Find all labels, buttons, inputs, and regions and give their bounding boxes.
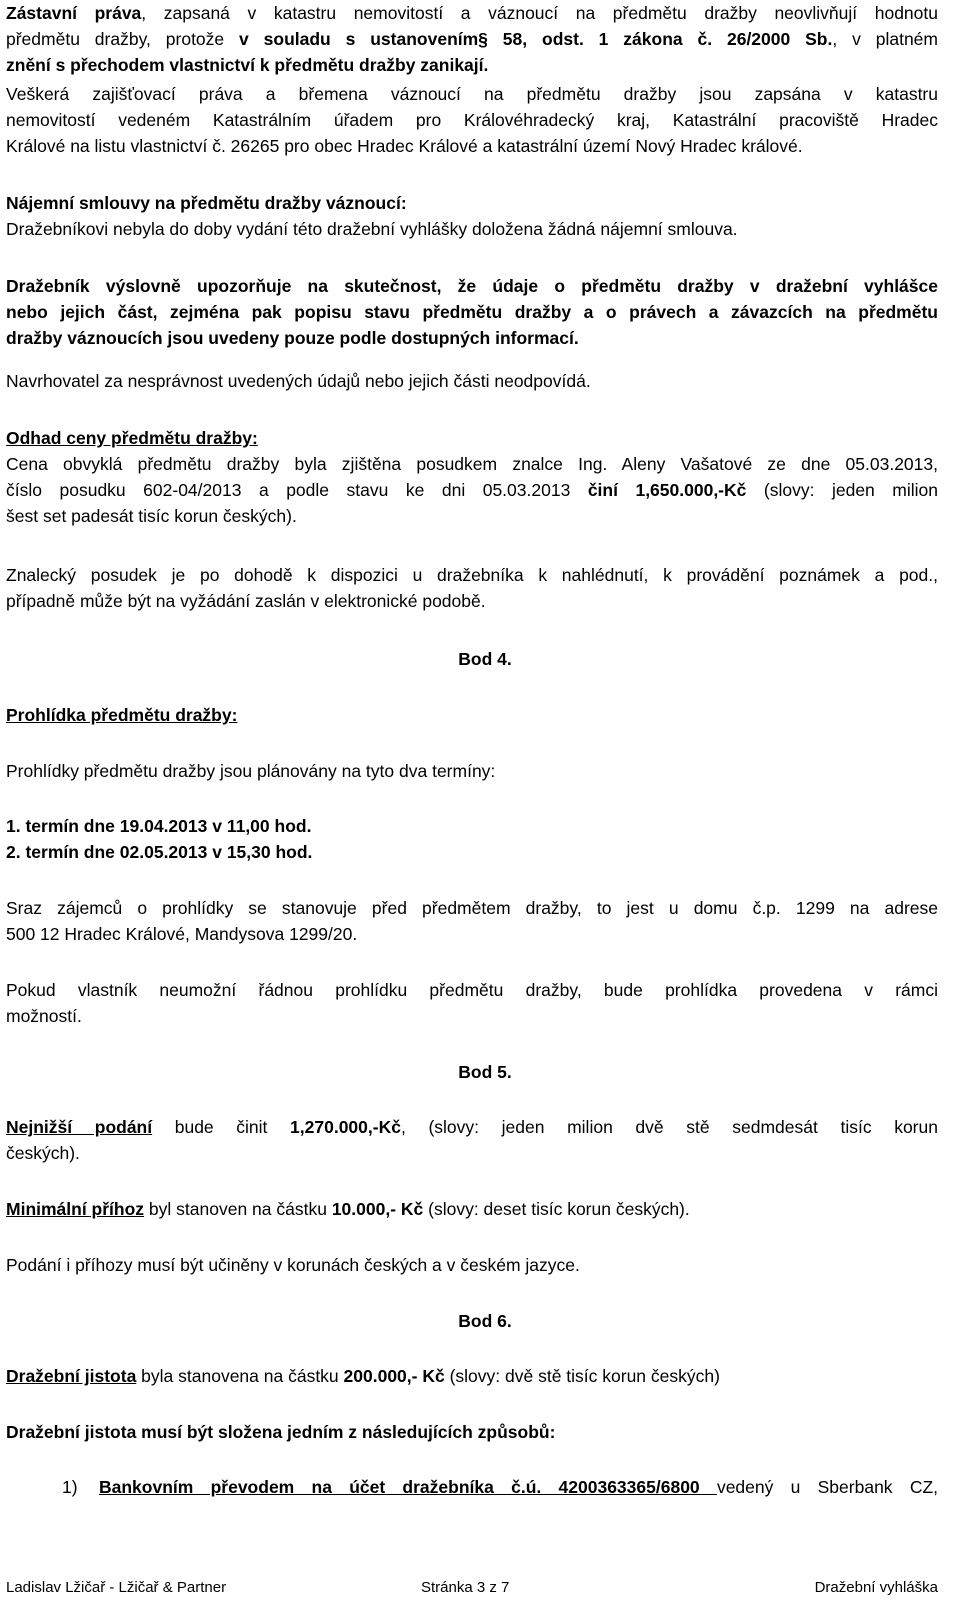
paragraph-line: znění s přechodem vlastnictví k předmětu dražby zanikají. (6, 55, 489, 75)
drazebni-jistota-paragraph (6, 1363, 938, 1389)
paragraph-line: možností. (6, 1006, 82, 1026)
section-number-bod-6: Bod 6. (458, 1311, 512, 1331)
paragraph-line: 500 12 Hradec Králové, Mandysova 1299/20. (6, 924, 358, 944)
paragraph-line: šest set padesát tisíc korun českých). (6, 506, 297, 526)
price-amount: 1,270.000,-Kč (290, 1117, 401, 1137)
paragraph-line: Navrhovatel za nesprávnost uvedených údajů nebo jejich části neodpovídá. (6, 371, 591, 391)
paragraph-line: Znalecký posudek je po dohodě k dispozici u dražebníka k nahlédnutí, k provádění poznámek a pod., (6, 565, 938, 585)
paragraph-line: Cena obvyklá předmětu dražby byla zjištěna posudkem znalce Ing. Aleny Vašatové ze dne 05.03.2013, (6, 454, 938, 474)
section-number-bod-5: Bod 5. (458, 1062, 512, 1082)
paragraph-line: Podání i příhozy musí být učiněny v korunách českých a v českém jazyce. (6, 1255, 580, 1275)
paragraph-line (6, 0, 938, 26)
nejnizsi-podani-paragraph (6, 1114, 938, 1166)
term-label: Bankovním převodem na účet dražebníka č.ú. 4200363365/6800 (99, 1477, 717, 1497)
zastavni-prava-paragraph (6, 0, 938, 78)
term-item: 2. termín dne 02.05.2013 v 15,30 hod. (6, 842, 313, 862)
text-run: byla stanovena na částku (136, 1366, 344, 1386)
section-heading: Prohlídka předmětu dražby: (6, 705, 238, 725)
prohlidka-intro-block (6, 758, 938, 784)
list-marker: 1) (62, 1477, 78, 1497)
pokud-paragraph (6, 977, 938, 1029)
paragraph-line: dražby váznoucích jsou uvedeny pouze podle dostupných informací. (6, 328, 579, 348)
text-run: , zapsaná v katastru nemovitostí a váznoucí na předmětu dražby neovlivňují hodnotu (141, 3, 938, 23)
znalecky-posudek-paragraph (6, 562, 938, 614)
prohlidka-terms-list (6, 813, 938, 865)
bold-term: v souladu s ustanovením§ 58, odst. 1 zákona č. 26/2000 Sb. (239, 29, 833, 49)
paragraph-line: Pokud vlastník neumožní řádnou prohlídku předmětu dražby, bude prohlídka provedena v rámci (6, 980, 938, 1000)
text-run: bude činit (152, 1117, 291, 1137)
term-label: Nejnižší podání (6, 1117, 153, 1137)
paragraph-line: nebo jejich část, zejména pak popisu stavu předmětu dražby a o právech a závazcích na předmětu (6, 302, 938, 322)
paragraph-line: Sraz zájemců o prohlídky se stanovuje před předmětem dražby, to jest u domu č.p. 1299 na adrese (6, 898, 938, 918)
najemni-smlouvy-section (6, 190, 938, 242)
text-run: , (slovy: jeden milion dvě stě sedmdesát tisíc korun (400, 1117, 938, 1137)
upozorneni-paragraph (6, 273, 938, 351)
price-amount: 10.000,- Kč (331, 1199, 424, 1219)
section-number-bod-4: Bod 4. (458, 649, 512, 669)
paragraph-line: Králové na listu vlastnictví č. 26265 pro obec Hradec Králové a katastrální území Nový Hradec králové. (6, 136, 803, 156)
term-label: Dražební jistota (6, 1366, 137, 1386)
zajistovaci-prava-paragraph (6, 81, 938, 159)
text-run: (slovy: dvě stě tisíc korun českých) (444, 1366, 720, 1386)
paragraph-line: nemovitostí vedeném Katastrálním úřadem pro Královéhradecký kraj, Katastrální pracoviště Hradec (6, 110, 938, 130)
paragraph-line: Dražebník výslovně upozorňuje na skutečnost, že údaje o předmětu dražby v dražební vyhlášce (6, 276, 938, 296)
section-heading: Odhad ceny předmětu dražby: (6, 428, 258, 448)
text-run: vedený u Sberbank CZ, (716, 1477, 939, 1497)
paragraph-line: Prohlídky předmětu dražby jsou plánovány na tyto dva termíny: (6, 761, 496, 781)
list-item-bankovni-prevod (99, 1474, 938, 1500)
text-run: (slovy: jeden milion (746, 480, 939, 500)
paragraph-line: případně může být na vyžádání zaslán v elektronické podobě. (6, 591, 486, 611)
minimalni-prihoz-paragraph (6, 1196, 938, 1222)
mena-paragraph (6, 1252, 938, 1278)
term-item: 1. termín dne 19.04.2013 v 11,00 hod. (6, 816, 312, 836)
term-label: Minimální příhoz (6, 1199, 145, 1219)
text-run: , v platném (832, 29, 938, 49)
section-heading: Nájemní smlouvy na předmětu dražby váznoucí: (6, 193, 407, 213)
text-run: předmětu dražby, protože (6, 29, 240, 49)
text-run: číslo posudku 602-04/2013 a podle stavu ke dni 05.03.2013 (6, 480, 588, 500)
paragraph-line: českých). (6, 1143, 80, 1163)
text-run: (slovy: deset tisíc korun českých). (423, 1199, 690, 1219)
footer-author: Ladislav Lžičař - Lžičař & Partner (6, 1579, 227, 1596)
prohlidka-heading-block (6, 702, 938, 728)
odhad-ceny-section (6, 425, 938, 529)
text-run: byl stanoven na částku (144, 1199, 332, 1219)
paragraph-line (6, 477, 938, 503)
paragraph-line: Veškerá zajišťovací práva a břemena váznoucí na předmětu dražby jsou zapsána v katastru (6, 84, 938, 104)
sraz-paragraph (6, 895, 938, 947)
bold-term: Zástavní práva (6, 3, 142, 23)
navrhovatel-paragraph (6, 368, 938, 394)
footer-page-number: Stránka 3 z 7 (421, 1579, 510, 1596)
paragraph-line: Dražebníkovi nebyla do doby vydání této dražební vyhlášky doložena žádná nájemní smlouva. (6, 219, 738, 239)
price-amount: činí 1,650.000,-Kč (587, 480, 747, 500)
paragraph-line (6, 1114, 938, 1140)
section-heading: Dražební jistota musí být složena jedním z následujících způsobů: (6, 1422, 556, 1442)
list-number (6, 1474, 78, 1500)
paragraph-line (6, 26, 938, 52)
footer-document-title: Dražební vyhláška (814, 1579, 938, 1596)
jistota-zpusoby-heading-block (6, 1419, 938, 1445)
price-amount: 200.000,- Kč (343, 1366, 445, 1386)
